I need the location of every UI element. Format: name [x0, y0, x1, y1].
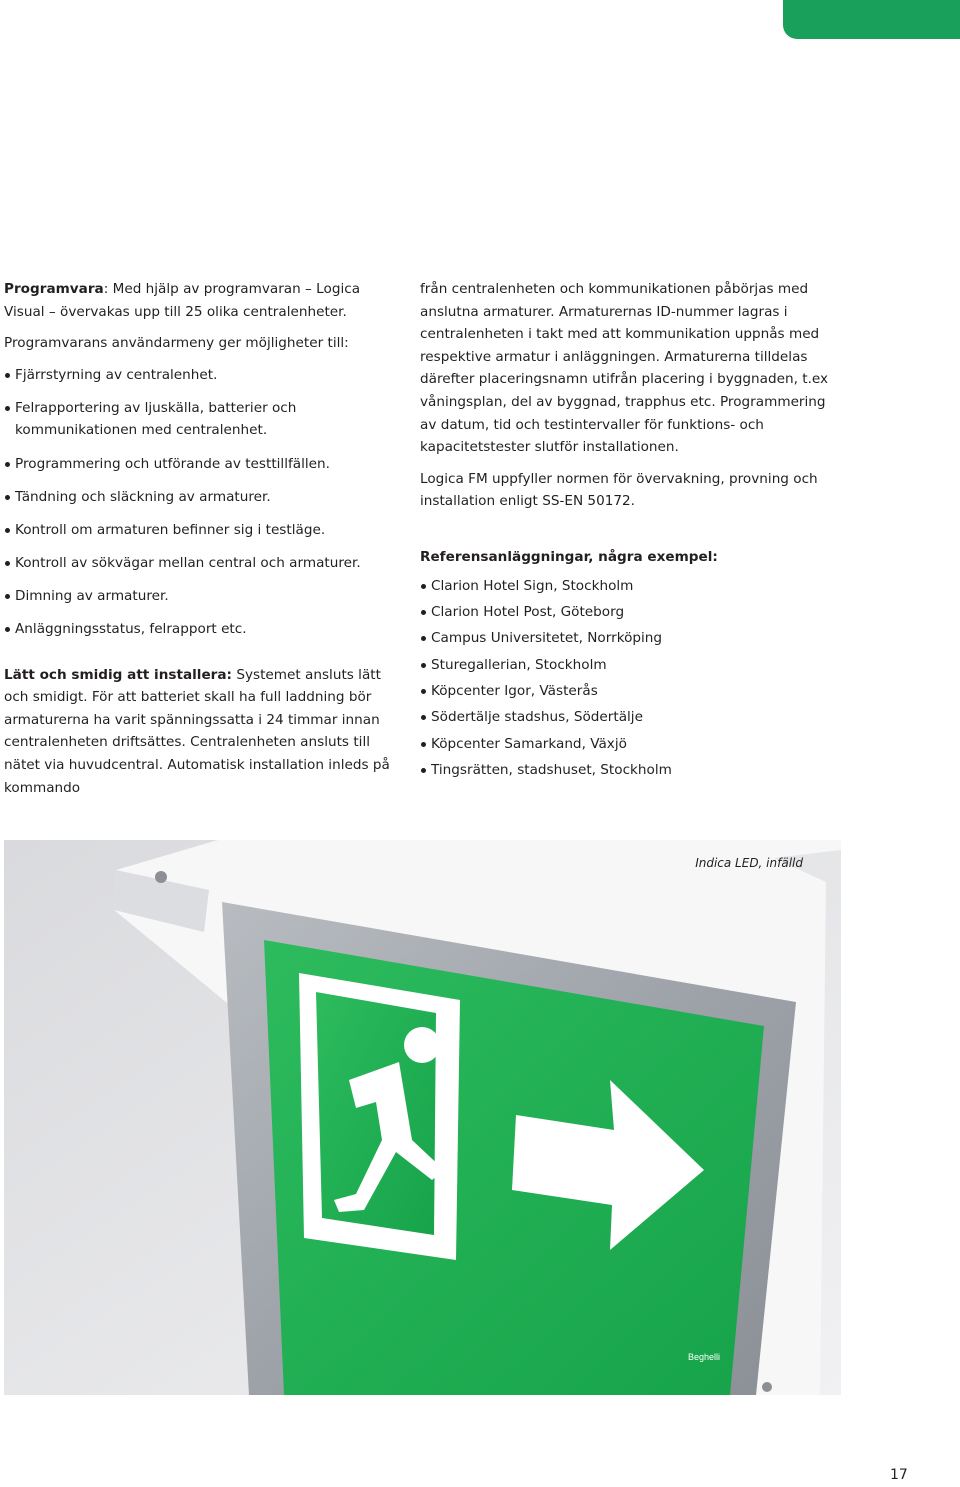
list-item: Felrapportering av ljuskälla, batterier och kommunikationen med centralenhet.	[4, 397, 399, 442]
list-item: Köpcenter Igor, Västerås	[420, 680, 840, 703]
intro-text: : Med hjälp av programvaran – Logica Visual – övervakas upp till 25 olika centralenheter.	[4, 281, 361, 320]
list-item: Clarion Hotel Sign, Stockholm	[420, 575, 840, 598]
menu-intro: Programvarans användarmeny ger möjligheter till:	[4, 335, 349, 352]
list-item: Campus Universitetet, Norrköping	[420, 627, 840, 650]
refs-heading: Referensanläggningar, några exempel:	[420, 548, 718, 565]
photo-caption: Indica LED, infälld	[695, 856, 803, 870]
list-item: Södertälje stadshus, Södertälje	[420, 706, 840, 729]
list-item: Fjärrstyrning av centralenhet.	[4, 364, 399, 387]
brand-mark: Beghelli	[688, 1352, 721, 1362]
norm-paragraph: Logica FM uppfyller normen för övervakning, provning och installation enligt SS-EN 50172.	[420, 470, 818, 510]
running-man-head	[404, 1027, 440, 1063]
list-item: Sturegallerian, Stockholm	[420, 654, 840, 677]
product-photo	[4, 840, 841, 1395]
list-item: Programmering och utförande av testtillfällen.	[4, 453, 399, 476]
list-item: Köpcenter Samarkand, Växjö	[420, 733, 840, 756]
corner-tab	[783, 0, 960, 39]
install-text: Systemet ansluts lätt och smidigt. För att batteriet skall ha full laddning bör armaturerna ha varit spänningssatta i 24 timmar innan centralenheten driftsättes. Centralenheten ansluts till nätet via huvudcentral. Automatisk installation inleds på kommando	[4, 666, 390, 796]
list-item: Clarion Hotel Post, Göteborg	[420, 601, 840, 624]
screw-icon	[762, 1382, 772, 1392]
install-paragraph	[4, 664, 399, 800]
intro-label: Programvara	[4, 281, 104, 297]
list-item: Tingsrätten, stadshuset, Stockholm	[420, 759, 840, 782]
list-item: Dimning av armaturer.	[4, 585, 399, 608]
page-number: 17	[890, 1467, 908, 1483]
left-column	[4, 278, 399, 799]
reference-list	[420, 575, 840, 782]
install-label: Lätt och smidig att installera:	[4, 666, 232, 683]
list-item: Kontroll av sökvägar mellan central och armaturer.	[4, 552, 399, 575]
list-item: Kontroll om armaturen befinner sig i testläge.	[4, 519, 399, 542]
intro-paragraph	[4, 278, 399, 323]
feature-list	[4, 364, 399, 641]
exit-sign-illustration	[4, 840, 841, 1395]
screw-icon	[155, 871, 167, 883]
right-column	[420, 278, 840, 786]
continued-paragraph: från centralenheten och kommunikationen påbörjas med anslutna armaturer. Armaturernas ID-nummer lagras i centralenheten i takt med att kommunikation uppnås med respektive armatur i anläggningen. Armaturerna tilldelas därefter placeringsnamn utifrån placering i byggnaden, t.ex våningsplan, del av byggnad, trapphus etc. Programmering av datum, tid och testintervaller för funktions- och kapacitetstester slutför installationen.	[420, 281, 829, 456]
list-item: Tändning och släckning av armaturer.	[4, 486, 399, 509]
list-item: Anläggningsstatus, felrapport etc.	[4, 618, 399, 641]
